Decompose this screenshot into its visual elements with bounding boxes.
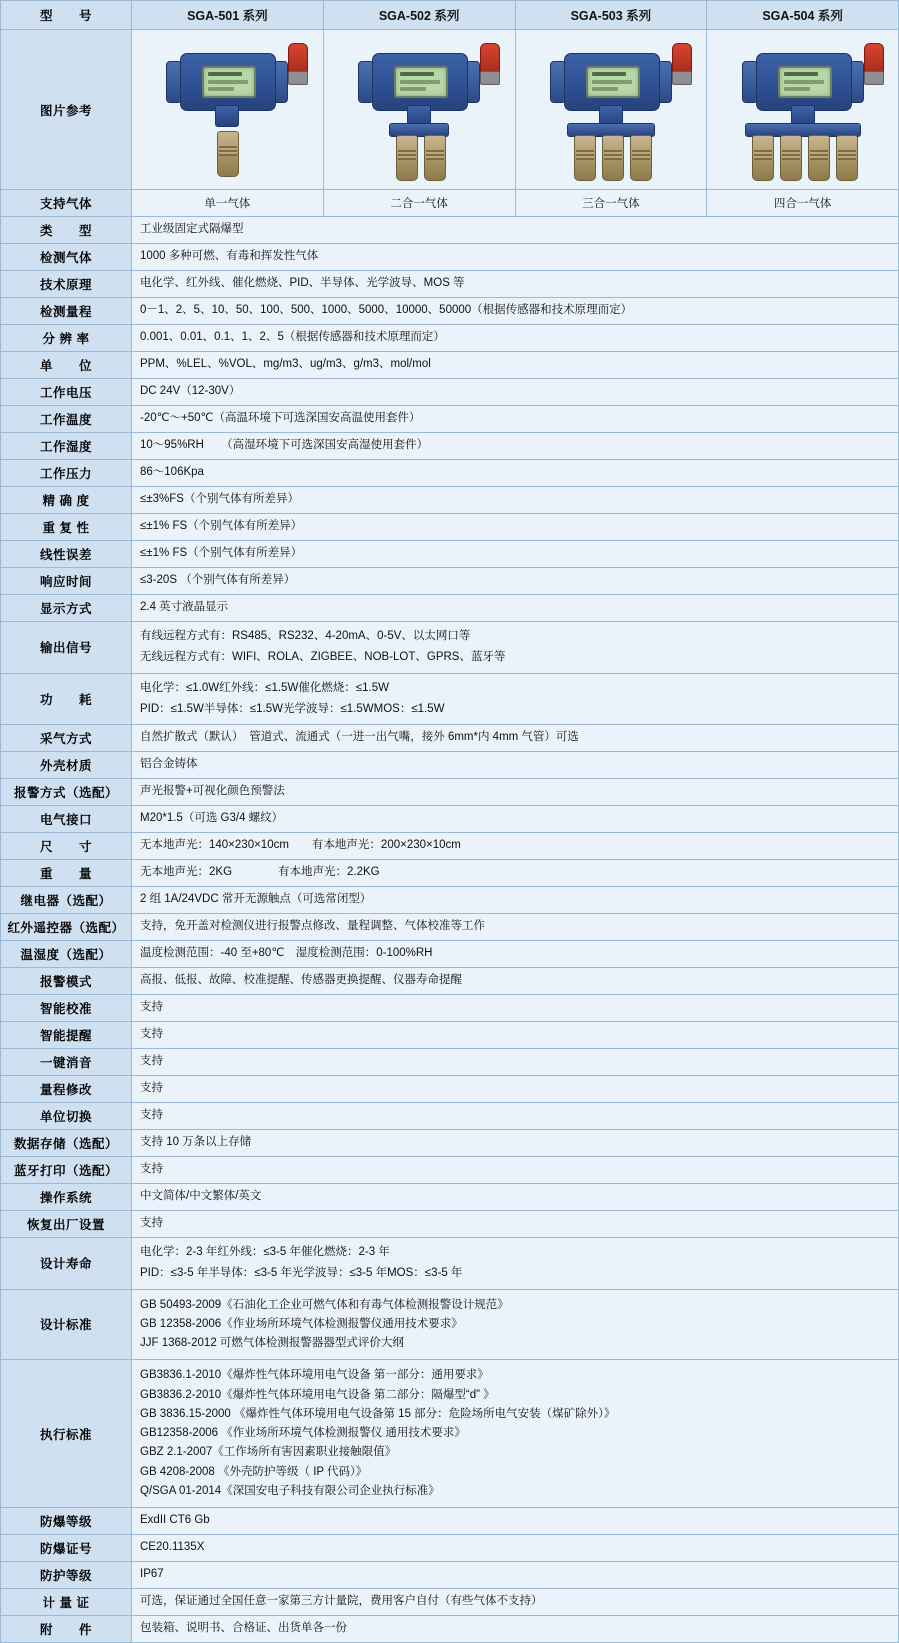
row-value: 支持 bbox=[132, 1049, 899, 1076]
row-label: 智能校准 bbox=[1, 995, 132, 1022]
row-value: CE20.1135X bbox=[132, 1535, 899, 1562]
table-row bbox=[1, 887, 899, 914]
row-value: IP67 bbox=[132, 1562, 899, 1589]
output-signal-wired: 有线远程方式有：RS485、RS232、4-20mA、0-5V、以太网口等 bbox=[140, 630, 471, 642]
row-label: 采气方式 bbox=[1, 725, 132, 752]
row-label: 重 量 bbox=[1, 860, 132, 887]
row-label: 精 确 度 bbox=[1, 487, 132, 514]
row-value: 支持 bbox=[132, 1076, 899, 1103]
row-value-lifespan bbox=[132, 1238, 899, 1290]
row-label: 单位切换 bbox=[1, 1103, 132, 1130]
product-image-3 bbox=[515, 30, 707, 190]
table-row-header bbox=[1, 1, 899, 30]
table-row bbox=[1, 1022, 899, 1049]
row-label-design-standard: 设计标准 bbox=[1, 1289, 132, 1360]
model-header-1: SGA-501 系列 bbox=[132, 1, 324, 30]
exec-standard-line: GBZ 2.1-2007《工作场所有害因素职业接触限值》 bbox=[140, 1446, 397, 1459]
row-label: 重 复 性 bbox=[1, 514, 132, 541]
row-label: 类 型 bbox=[1, 217, 132, 244]
lifespan-item-name: 催化燃烧： bbox=[300, 1246, 359, 1258]
row-value: 铝合金铸体 bbox=[132, 752, 899, 779]
row-label: 温湿度（选配） bbox=[1, 941, 132, 968]
row-value: 中文简体/中文繁体/英文 bbox=[132, 1184, 899, 1211]
lifespan-item-name: 光学波导： bbox=[291, 1267, 350, 1280]
row-value: DC 24V（12-30V） bbox=[132, 379, 899, 406]
row-value: 声光报警+可视化颜色预警法 bbox=[132, 779, 899, 806]
design-standard-line: JJF 1368-2012 可燃气体检测报警器器型式评价大纲 bbox=[140, 1337, 404, 1349]
power-item-value: ≤1.5W bbox=[355, 681, 389, 694]
row-label-image-reference: 图片参考 bbox=[1, 30, 132, 190]
row-label-lifespan: 设计寿命 bbox=[1, 1238, 132, 1290]
row-label: 防爆等级 bbox=[1, 1508, 132, 1535]
gas-support-2: 二合一气体 bbox=[323, 190, 515, 217]
row-value: 支持 10 万条以上存储 bbox=[132, 1130, 899, 1157]
row-label-model: 型 号 bbox=[1, 1, 132, 30]
row-value: 86～106Kpa bbox=[132, 460, 899, 487]
table-row bbox=[1, 460, 899, 487]
row-label: 电气接口 bbox=[1, 806, 132, 833]
row-label: 防爆证号 bbox=[1, 1535, 132, 1562]
lifespan-item-value: ≤3-5 年 bbox=[349, 1267, 388, 1280]
row-label: 线性误差 bbox=[1, 541, 132, 568]
gas-support-3: 三合一气体 bbox=[515, 190, 707, 217]
power-item-name: 光学波导： bbox=[282, 702, 341, 715]
table-row-gas-support bbox=[1, 190, 899, 217]
row-label: 恢复出厂设置 bbox=[1, 1211, 132, 1238]
power-item-name: PID： bbox=[140, 702, 171, 715]
table-row bbox=[1, 433, 899, 460]
exec-standard-line: GB 3836.15-2000 《爆炸性气体环境用电气设备第 15 部分：危险场所电气安装（煤矿除外）》 bbox=[140, 1407, 616, 1420]
table-row bbox=[1, 514, 899, 541]
row-value: 无本地声光：2KG 有本地声光：2.2KG bbox=[132, 860, 899, 887]
gas-support-4: 四合一气体 bbox=[707, 190, 899, 217]
row-label: 附 件 bbox=[1, 1616, 132, 1643]
row-value: 0－1、2、5、10、50、100、500、1000、5000、10000、50000（根据传感器和技术原理而定） bbox=[132, 298, 899, 325]
row-label: 红外遥控器（选配） bbox=[1, 914, 132, 941]
lifespan-line-2 bbox=[140, 1263, 890, 1284]
row-label: 蓝牙打印（选配） bbox=[1, 1157, 132, 1184]
row-label-exec-standard: 执行标准 bbox=[1, 1360, 132, 1508]
table-row bbox=[1, 217, 899, 244]
row-label: 单 位 bbox=[1, 352, 132, 379]
row-label: 一键消音 bbox=[1, 1049, 132, 1076]
exec-standard-line: GB12358-2006 《作业场所环境气体检测报警仪 通用技术要求》 bbox=[140, 1427, 466, 1439]
power-line-1 bbox=[140, 678, 890, 699]
lifespan-item-value: 2-3 年 bbox=[186, 1246, 218, 1258]
table-row bbox=[1, 1049, 899, 1076]
row-label: 计 量 证 bbox=[1, 1589, 132, 1616]
row-value: ≤±1% FS（个别气体有所差异） bbox=[132, 514, 899, 541]
lifespan-line-1 bbox=[140, 1242, 890, 1263]
power-item-name: 半导体： bbox=[203, 702, 250, 715]
table-row bbox=[1, 779, 899, 806]
row-label: 工作湿度 bbox=[1, 433, 132, 460]
table-row bbox=[1, 352, 899, 379]
power-item-value: ≤1.5W bbox=[411, 702, 445, 715]
table-row bbox=[1, 914, 899, 941]
row-label: 尺 寸 bbox=[1, 833, 132, 860]
table-row bbox=[1, 1076, 899, 1103]
table-row-output-signal bbox=[1, 622, 899, 674]
lifespan-item-value: ≤3-5 年 bbox=[170, 1267, 209, 1280]
power-line-2 bbox=[140, 699, 890, 720]
row-label-gas-support: 支持气体 bbox=[1, 190, 132, 217]
row-value: 支持 bbox=[132, 1211, 899, 1238]
table-row bbox=[1, 271, 899, 298]
exec-standard-line: Q/SGA 01-2014《深国安电子科技有限公司企业执行标准》 bbox=[140, 1484, 440, 1497]
model-header-3: SGA-503 系列 bbox=[515, 1, 707, 30]
table-row bbox=[1, 568, 899, 595]
design-standard-line: GB 12358-2006《作业场所环境气体检测报警仪通用技术要求》 bbox=[140, 1317, 463, 1330]
power-item-value: ≤1.5W bbox=[265, 681, 299, 694]
table-row bbox=[1, 1130, 899, 1157]
row-value: M20*1.5（可选 G3/4 螺纹） bbox=[132, 806, 899, 833]
table-row bbox=[1, 1103, 899, 1130]
row-value: 10～95%RH （高湿环境下可选深国安高湿使用套件） bbox=[132, 433, 899, 460]
row-label: 显示方式 bbox=[1, 595, 132, 622]
row-value: 温度检测范围：-40 至+80℃ 湿度检测范围：0-100%RH bbox=[132, 941, 899, 968]
row-value-exec-standard bbox=[132, 1360, 899, 1508]
row-label: 工作电压 bbox=[1, 379, 132, 406]
row-value: ExdII CT6 Gb bbox=[132, 1508, 899, 1535]
table-row bbox=[1, 595, 899, 622]
lifespan-item-name: PID： bbox=[140, 1267, 171, 1280]
table-row bbox=[1, 860, 899, 887]
power-item-name: 催化燃烧： bbox=[298, 681, 356, 694]
row-label: 继电器（选配） bbox=[1, 887, 132, 914]
lifespan-item-value: 2-3 年 bbox=[358, 1246, 390, 1258]
row-value: 支持 bbox=[132, 1022, 899, 1049]
table-row bbox=[1, 379, 899, 406]
table-row bbox=[1, 1211, 899, 1238]
table-row-images bbox=[1, 30, 899, 190]
row-label: 响应时间 bbox=[1, 568, 132, 595]
row-value: ≤±3%FS（个别气体有所差异） bbox=[132, 487, 899, 514]
lifespan-item-name: 电化学： bbox=[140, 1246, 186, 1258]
table-row bbox=[1, 244, 899, 271]
row-label: 检测气体 bbox=[1, 244, 132, 271]
row-value: PPM、%LEL、%VOL、mg/m3、ug/m3、g/m3、mol/mol bbox=[132, 352, 899, 379]
row-label: 报警方式（选配） bbox=[1, 779, 132, 806]
lifespan-item-name: MOS： bbox=[387, 1267, 425, 1280]
row-label: 外壳材质 bbox=[1, 752, 132, 779]
table-row bbox=[1, 833, 899, 860]
table-row bbox=[1, 1616, 899, 1643]
design-standard-line: GB 50493-2009《石油化工企业可燃气体和有毒气体检测报警设计规范》 bbox=[140, 1298, 509, 1311]
table-row bbox=[1, 1562, 899, 1589]
row-value: 高报、低报、故障、校准提醒、传感器更换提醒、仪器寿命提醒 bbox=[132, 968, 899, 995]
exec-standard-line: GB3836.2-2010《爆炸性气体环境用电气设备 第二部分：隔爆型“d” 》 bbox=[140, 1388, 495, 1401]
row-label: 数据存储（选配） bbox=[1, 1130, 132, 1157]
gas-support-1: 单一气体 bbox=[132, 190, 324, 217]
row-value: 工业级固定式隔爆型 bbox=[132, 217, 899, 244]
exec-standard-line: GB 4208-2008 《外壳防护等级（ IP 代码）》 bbox=[140, 1465, 368, 1478]
row-value: 0.001、0.01、0.1、1、2、5（根据传感器和技术原理而定） bbox=[132, 325, 899, 352]
row-value-design-standard bbox=[132, 1289, 899, 1360]
table-row-power bbox=[1, 673, 899, 725]
table-row-exec-standard bbox=[1, 1360, 899, 1508]
table-row bbox=[1, 941, 899, 968]
table-row bbox=[1, 752, 899, 779]
power-item-value: ≤1.0W bbox=[186, 681, 220, 694]
lifespan-item-name: 半导体： bbox=[208, 1267, 255, 1280]
table-row bbox=[1, 406, 899, 433]
row-label: 智能提醒 bbox=[1, 1022, 132, 1049]
row-value: 支持 bbox=[132, 1157, 899, 1184]
table-row bbox=[1, 1508, 899, 1535]
row-label: 报警模式 bbox=[1, 968, 132, 995]
exec-standard-line: GB3836.1-2010《爆炸性气体环境用电气设备 第一部分：通用要求》 bbox=[140, 1369, 489, 1382]
table-row-design-standard bbox=[1, 1289, 899, 1360]
row-label: 防护等级 bbox=[1, 1562, 132, 1589]
table-row bbox=[1, 968, 899, 995]
table-row bbox=[1, 298, 899, 325]
row-value-output-signal bbox=[132, 622, 899, 674]
power-item-name: MOS： bbox=[373, 702, 412, 715]
table-row bbox=[1, 725, 899, 752]
product-image-1 bbox=[132, 30, 324, 190]
row-label: 工作温度 bbox=[1, 406, 132, 433]
table-row-lifespan bbox=[1, 1238, 899, 1290]
row-value: 支持 bbox=[132, 995, 899, 1022]
lifespan-item-value: ≤3-5 年 bbox=[254, 1267, 292, 1280]
table-row bbox=[1, 1184, 899, 1211]
row-label: 操作系统 bbox=[1, 1184, 132, 1211]
table-row bbox=[1, 995, 899, 1022]
table-row bbox=[1, 325, 899, 352]
row-value: 支持，免开盖对检测仪进行报警点修改、量程调整、气体校准等工作 bbox=[132, 914, 899, 941]
lifespan-item-value: ≤3-5 年 bbox=[263, 1246, 301, 1258]
row-value: ≤3-20S （个别气体有所差异） bbox=[132, 568, 899, 595]
row-label: 分 辨 率 bbox=[1, 325, 132, 352]
row-value: 包装箱、说明书、合格证、出货单各一份 bbox=[132, 1616, 899, 1643]
row-value: 自然扩散式（默认） 管道式、流通式（一进一出气嘴，接外 6mm*内 4mm 气管）可选 bbox=[132, 725, 899, 752]
table-row bbox=[1, 1589, 899, 1616]
row-label-output-signal: 输出信号 bbox=[1, 622, 132, 674]
row-value: ≤±1% FS（个别气体有所差异） bbox=[132, 541, 899, 568]
row-label: 工作压力 bbox=[1, 460, 132, 487]
row-value: 1000 多种可燃、有毒和挥发性气体 bbox=[132, 244, 899, 271]
row-value: -20℃～+50℃（高温环境下可选深国安高温使用套件） bbox=[132, 406, 899, 433]
row-value-power bbox=[132, 673, 899, 725]
row-value: 支持 bbox=[132, 1103, 899, 1130]
lifespan-item-value: ≤3-5 年 bbox=[424, 1267, 463, 1280]
row-label: 量程修改 bbox=[1, 1076, 132, 1103]
row-label: 技术原理 bbox=[1, 271, 132, 298]
product-image-2 bbox=[323, 30, 515, 190]
table-row bbox=[1, 806, 899, 833]
model-header-4: SGA-504 系列 bbox=[707, 1, 899, 30]
row-value: 可选，保证通过全国任意一家第三方计量院，费用客户自付（有些气体不支持） bbox=[132, 1589, 899, 1616]
power-item-name: 电化学： bbox=[140, 681, 186, 694]
table-row bbox=[1, 1157, 899, 1184]
table-row bbox=[1, 541, 899, 568]
row-value: 无本地声光：140×230×10cm 有本地声光：200×230×10cm bbox=[132, 833, 899, 860]
output-signal-wireless: 无线远程方式有：WIFI、ROLA、ZIGBEE、NOB-LOT、GPRS、蓝牙等 bbox=[140, 651, 506, 664]
table-row bbox=[1, 1535, 899, 1562]
row-label-power: 功 耗 bbox=[1, 673, 132, 725]
model-header-2: SGA-502 系列 bbox=[323, 1, 515, 30]
row-value: 2.4 英寸液晶显示 bbox=[132, 595, 899, 622]
table-row bbox=[1, 487, 899, 514]
power-item-value: ≤1.5W bbox=[340, 702, 374, 715]
lifespan-item-name: 红外线： bbox=[217, 1246, 264, 1258]
power-item-name: 红外线： bbox=[219, 681, 266, 694]
power-item-value: ≤1.5W bbox=[170, 702, 204, 715]
row-value: 电化学、红外线、催化燃烧、PID、半导体、光学波导、MOS 等 bbox=[132, 271, 899, 298]
row-label: 检测量程 bbox=[1, 298, 132, 325]
row-value: 2 组 1A/24VDC 常开无源触点（可选常闭型） bbox=[132, 887, 899, 914]
power-item-value: ≤1.5W bbox=[249, 702, 283, 715]
product-image-4 bbox=[707, 30, 899, 190]
